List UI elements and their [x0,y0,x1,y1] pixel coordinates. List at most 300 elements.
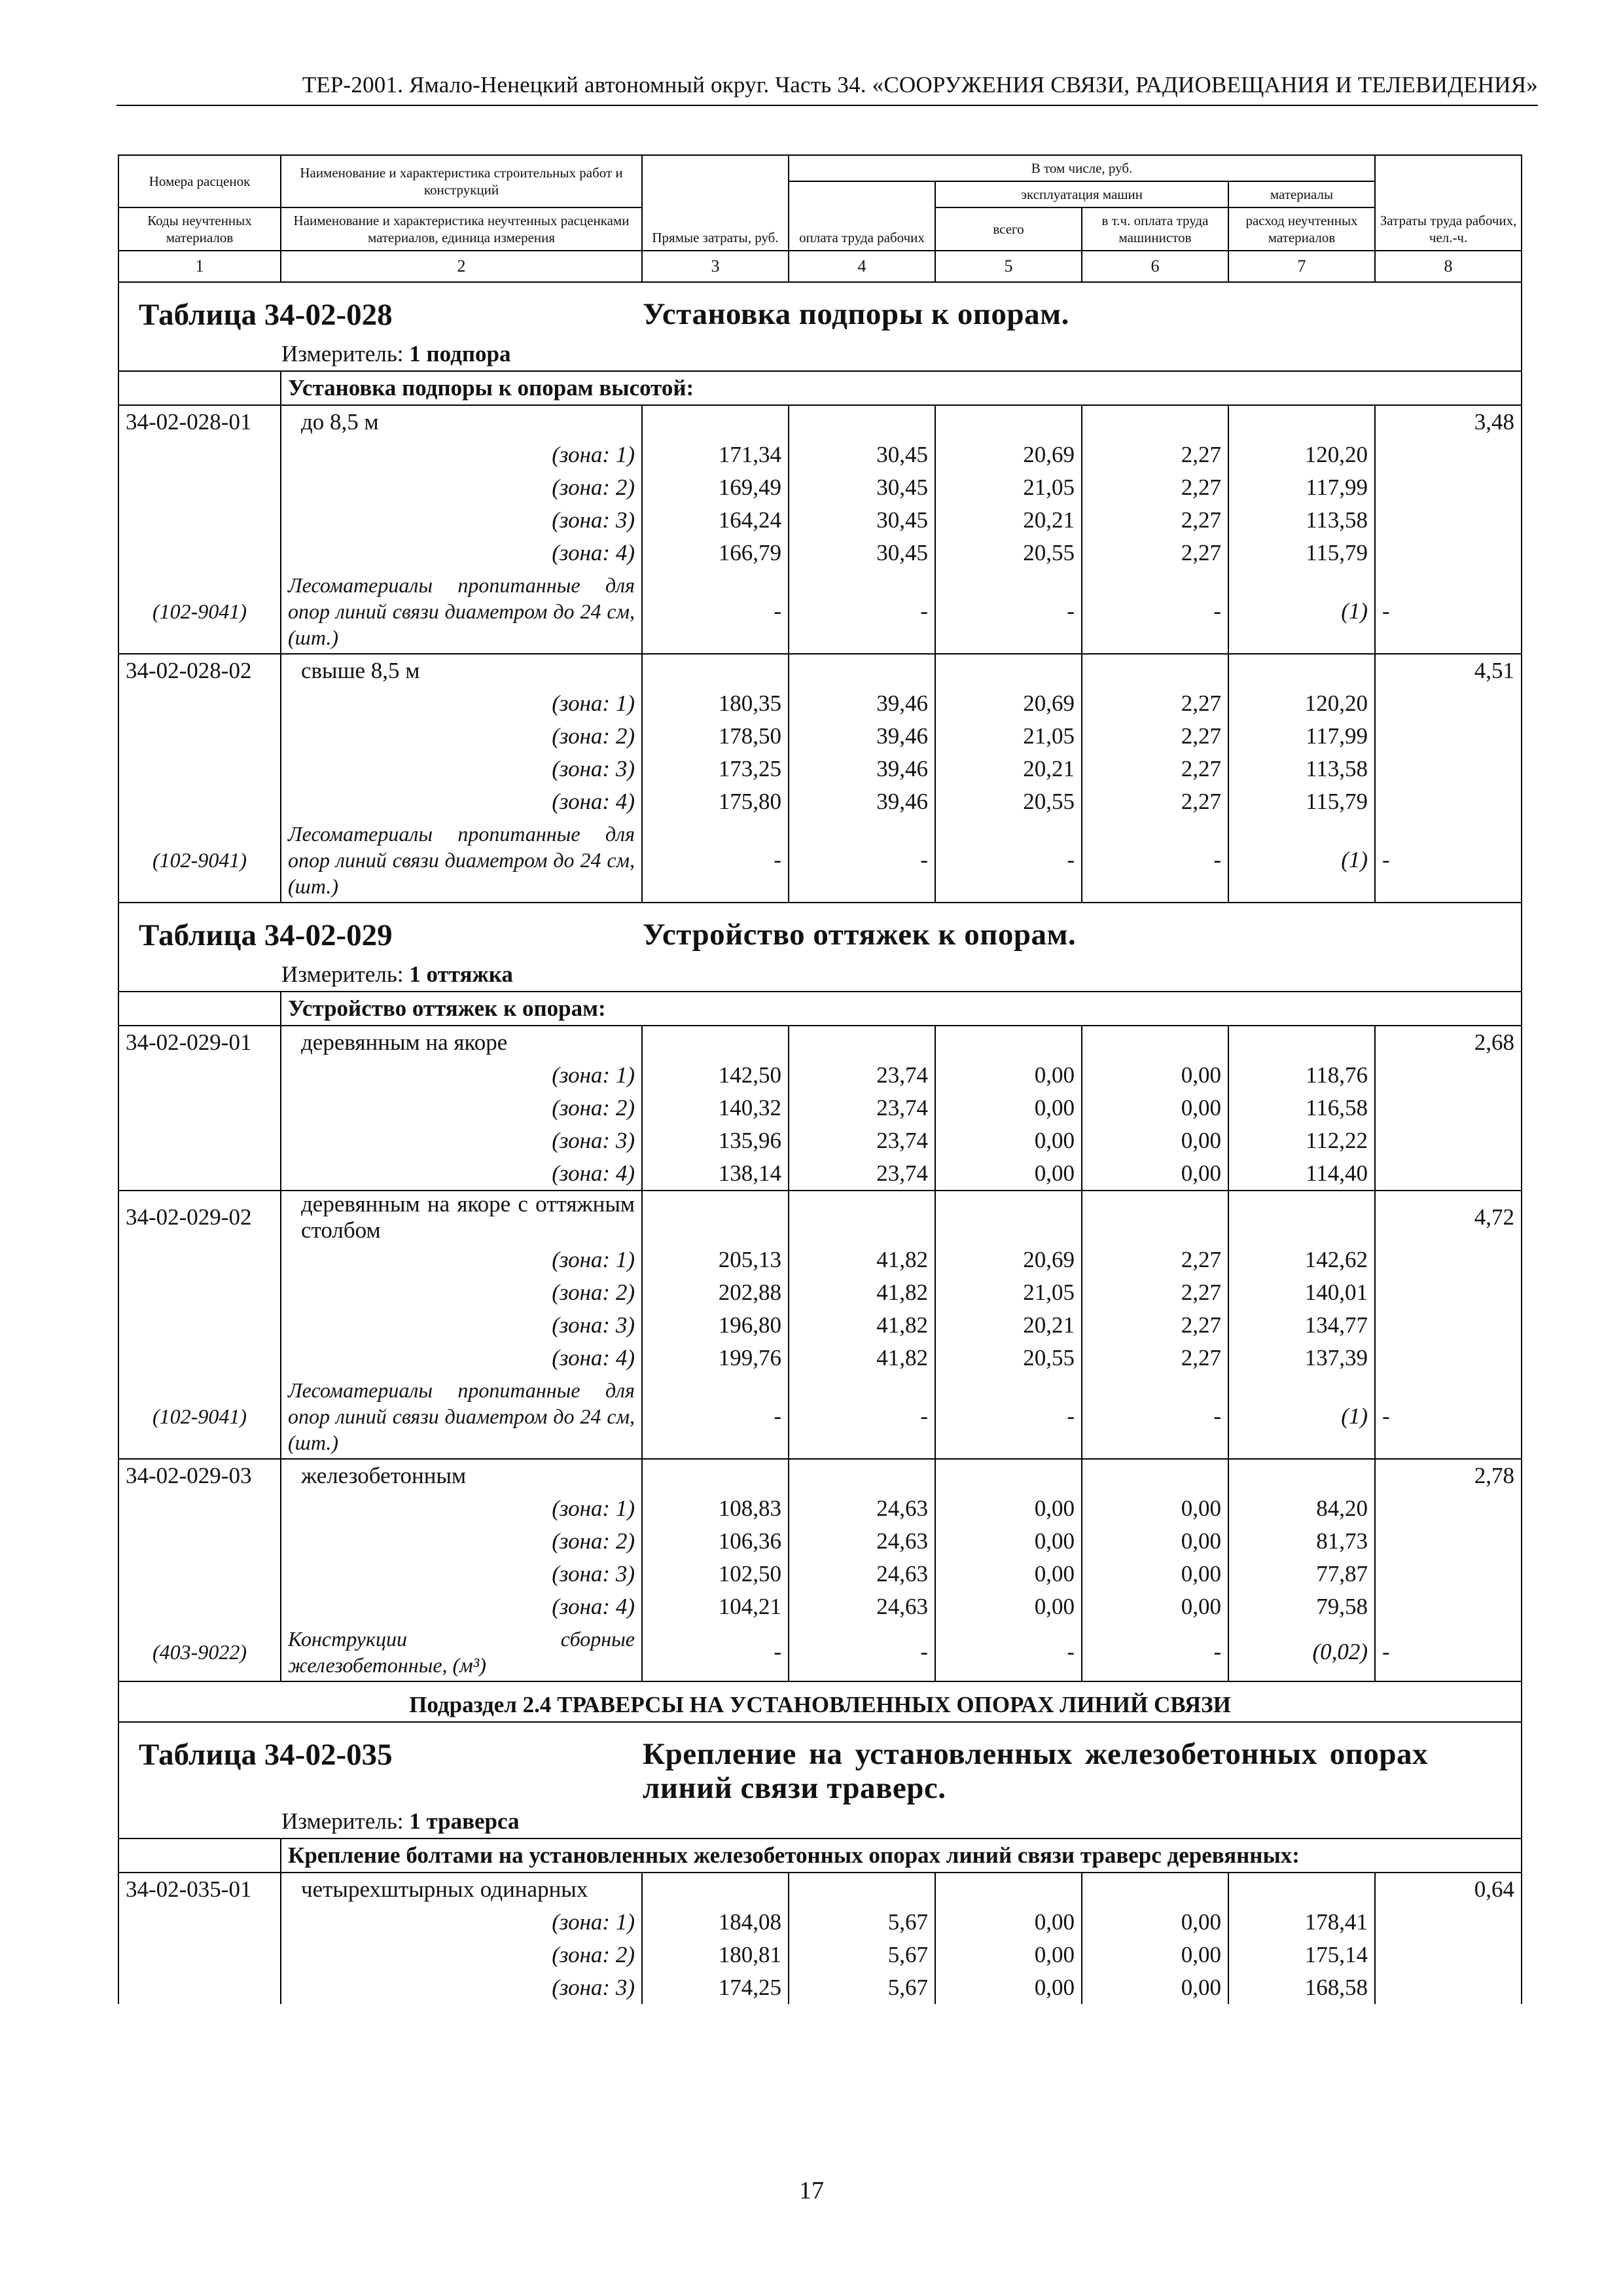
zone-label: (зона: 4) [281,537,642,569]
empty-cell [789,405,935,439]
labor-cost: 2,68 [1375,1026,1522,1059]
empty-cell [1375,1092,1522,1124]
material-cost: 113,58 [1228,504,1375,537]
empty-cell [1375,439,1522,471]
empty-cell [935,1191,1082,1244]
machine-cost: - [935,818,1082,903]
machinist-wage: 2,27 [1082,1276,1228,1309]
empty-cell [118,1059,281,1092]
empty-cell [1375,1342,1522,1374]
wage-cost: 41,82 [789,1276,935,1309]
labor-cost: 0,64 [1375,1873,1522,1906]
material-code: (102-9041) [118,818,281,903]
zone-label: (зона: 4) [281,785,642,818]
material-cost: 120,20 [1228,687,1375,720]
material-cost: 137,39 [1228,1342,1375,1374]
empty-cell [1375,1906,1522,1939]
labor-cost: 4,51 [1375,654,1522,687]
resource-row [118,569,1522,654]
empty-cell [118,1939,281,1971]
material-cost: 178,41 [1228,1906,1375,1939]
machine-cost: 0,00 [935,1492,1082,1525]
rate-name: до 8,5 м [281,405,642,439]
empty-cell [789,1873,935,1906]
material-code: (102-9041) [118,569,281,654]
table-0-title-block [118,282,1522,371]
col-header-machinist-wages: в т.ч. оплата труда машинистов [1082,207,1228,251]
empty-cell [642,1191,789,1244]
col-number: 5 [935,251,1082,282]
zone-label: (зона: 2) [281,1939,642,1971]
machinist-wage: 2,27 [1082,687,1228,720]
empty-cell [1375,1157,1522,1191]
col-header-material-usage: расход неучтенных материалов [1228,207,1375,251]
zone-row [118,1342,1522,1374]
machinist-wage: 0,00 [1082,1525,1228,1558]
table-3-title-row [118,1722,1522,1839]
wage-cost: 39,46 [789,687,935,720]
rate-name: свыше 8,5 м [281,654,642,687]
machinist-wage: 0,00 [1082,1059,1228,1092]
zone-label: (зона: 3) [281,1558,642,1590]
col-number: 6 [1082,251,1228,282]
wage-cost: 23,74 [789,1092,935,1124]
empty-cell [118,992,281,1026]
zone-label: (зона: 3) [281,1309,642,1342]
machinist-wage: 0,00 [1082,1124,1228,1157]
wage-cost: - [789,818,935,903]
empty-cell [1375,753,1522,785]
empty-cell [935,1026,1082,1059]
empty-cell [1375,1244,1522,1276]
zone-label: (зона: 4) [281,1590,642,1623]
empty-cell [642,1459,789,1492]
rate-code: 34-02-035-01 [118,1873,281,1906]
wage-cost: 39,46 [789,720,935,753]
direct-cost: 180,81 [642,1939,789,1971]
direct-cost: - [642,818,789,903]
direct-cost: - [642,1623,789,1681]
zone-row [118,439,1522,471]
material-usage: (0,02) [1228,1623,1375,1681]
material-cost: 175,14 [1228,1939,1375,1971]
table-3-group-row [118,1839,1522,1873]
zone-row [118,1971,1522,2004]
empty-cell [118,1157,281,1191]
zone-row [118,1124,1522,1157]
material-usage: (1) [1228,569,1375,654]
zone-label: (зона: 4) [281,1342,642,1374]
zone-label: (зона: 2) [281,720,642,753]
measure-value: 1 оттяжка [409,961,513,987]
wage-cost: 23,74 [789,1157,935,1191]
direct-cost: 178,50 [642,720,789,753]
wage-cost: 41,82 [789,1244,935,1276]
empty-cell [789,1191,935,1244]
machine-cost: 0,00 [935,1558,1082,1590]
zone-label: (зона: 1) [281,439,642,471]
measure-label: Измеритель: [281,341,404,367]
wage-cost: - [789,569,935,654]
machinist-wage: 2,27 [1082,1342,1228,1374]
direct-cost: 180,35 [642,687,789,720]
machinist-wage: - [1082,569,1228,654]
empty-cell [1375,1124,1522,1157]
machine-cost: 0,00 [935,1906,1082,1939]
zone-row [118,1092,1522,1124]
machinist-wage: - [1082,818,1228,903]
machine-cost: 21,05 [935,471,1082,504]
machine-cost: - [935,1623,1082,1681]
measure-unit [139,1805,1514,1838]
empty-cell [642,1026,789,1059]
measure-unit [139,958,1514,991]
empty-cell [1375,1309,1522,1342]
wage-cost: - [789,1623,935,1681]
machinist-wage: 2,27 [1082,1244,1228,1276]
wage-cost: - [789,1374,935,1459]
direct-cost: 169,49 [642,471,789,504]
table-title: Установка подпоры к опорам. [643,297,1069,331]
empty-cell [1375,1276,1522,1309]
zone-row [118,1244,1522,1276]
empty-cell [935,1459,1082,1492]
direct-cost: - [642,569,789,654]
direct-cost: 184,08 [642,1906,789,1939]
machine-cost: 20,55 [935,1342,1082,1374]
machine-cost: 20,69 [935,687,1082,720]
zone-row [118,1157,1522,1191]
rate-row [118,1026,1522,1059]
wage-cost: 24,63 [789,1590,935,1623]
machinist-wage: 2,27 [1082,785,1228,818]
table-title: Устройство оттяжек к опорам. [643,918,1077,952]
machinist-wage: 0,00 [1082,1939,1228,1971]
direct-cost: 199,76 [642,1342,789,1374]
machinist-wage: 0,00 [1082,1157,1228,1191]
material-cost: 112,22 [1228,1124,1375,1157]
zone-row [118,1906,1522,1939]
empty-cell [1228,1191,1375,1244]
rates-table [118,154,1522,2004]
wage-cost: 24,63 [789,1492,935,1525]
rate-code: 34-02-028-02 [118,654,281,687]
wage-cost: 5,67 [789,1939,935,1971]
empty-cell [118,1244,281,1276]
empty-cell [118,785,281,818]
material-name: Лесоматериалы пропитанные для опор линий связи диаметром до 24 см, (шт.) [281,569,642,654]
empty-cell [1082,1459,1228,1492]
empty-cell [1082,1026,1228,1059]
table-label: Таблица 34-02-029 [139,918,393,952]
empty-cell [118,1342,281,1374]
machinist-wage: 2,27 [1082,753,1228,785]
empty-cell [1375,1525,1522,1558]
col-number: 2 [281,251,642,282]
empty-cell [1228,654,1375,687]
empty-cell [118,1558,281,1590]
zone-label: (зона: 2) [281,471,642,504]
col-number: 4 [789,251,935,282]
rate-row [118,405,1522,439]
material-cost: 77,87 [1228,1558,1375,1590]
direct-cost: - [642,1374,789,1459]
material-code: (403-9022) [118,1623,281,1681]
measure-value: 1 подпора [409,341,511,367]
empty-cell [1082,1873,1228,1906]
zone-label: (зона: 3) [281,1971,642,2004]
empty-cell [1375,1558,1522,1590]
rate-name: деревянным на якоре [281,1026,642,1059]
table-label: Таблица 34-02-028 [139,298,393,332]
material-cost: 134,77 [1228,1309,1375,1342]
empty-cell [118,1839,281,1873]
machinist-wage: 2,27 [1082,471,1228,504]
table-0-title-row [118,282,1522,371]
wage-cost: 39,46 [789,785,935,818]
labor-cost: - [1375,1374,1522,1459]
material-cost: 113,58 [1228,753,1375,785]
material-cost: 116,58 [1228,1092,1375,1124]
material-usage: (1) [1228,1374,1375,1459]
material-code: (102-9041) [118,1374,281,1459]
direct-cost: 135,96 [642,1124,789,1157]
empty-cell [118,1590,281,1623]
material-cost: 120,20 [1228,439,1375,471]
machine-cost: 0,00 [935,1525,1082,1558]
empty-cell [1228,1873,1375,1906]
machinist-wage: 0,00 [1082,1590,1228,1623]
col-number: 7 [1228,251,1375,282]
empty-cell [118,753,281,785]
direct-cost: 108,83 [642,1492,789,1525]
material-cost: 117,99 [1228,471,1375,504]
empty-cell [118,720,281,753]
machinist-wage: - [1082,1374,1228,1459]
col-header-including: В том числе, руб. [789,155,1375,181]
rate-name: железобетонным [281,1459,642,1492]
machine-cost: 20,21 [935,1309,1082,1342]
empty-cell [642,405,789,439]
empty-cell [1375,537,1522,569]
machine-cost: 20,69 [935,1244,1082,1276]
column-numbers-row [118,251,1522,282]
empty-cell [1228,405,1375,439]
empty-cell [1375,471,1522,504]
labor-cost: 2,78 [1375,1459,1522,1492]
group-title: Установка подпоры к опорам высотой: [281,371,1522,405]
rate-row [118,654,1522,687]
empty-cell [1375,1971,1522,2004]
empty-cell [1082,405,1228,439]
wage-cost: 30,45 [789,537,935,569]
col-header-rate-numbers: Номера расценок [118,155,281,207]
machine-cost: 0,00 [935,1059,1082,1092]
zone-row [118,687,1522,720]
measure-label: Измеритель: [281,1808,404,1834]
rate-name: четырехштырных одинарных [281,1873,642,1906]
material-cost: 142,62 [1228,1244,1375,1276]
machinist-wage: 2,27 [1082,720,1228,753]
table-1-title-block [118,903,1522,992]
rate-code: 34-02-029-01 [118,1026,281,1059]
empty-cell [1228,1459,1375,1492]
machinist-wage: - [1082,1623,1228,1681]
direct-cost: 164,24 [642,504,789,537]
empty-cell [642,1873,789,1906]
col-header-direct-costs: Прямые затраты, руб. [642,155,789,251]
wage-cost: 23,74 [789,1124,935,1157]
direct-cost: 166,79 [642,537,789,569]
table-3-title-block [118,1722,1522,1839]
machinist-wage: 0,00 [1082,1558,1228,1590]
table-title: Крепление на установленных железобетонных опорах линий связи траверс. [643,1737,1428,1805]
wage-cost: 5,67 [789,1906,935,1939]
wage-cost: 23,74 [789,1059,935,1092]
wage-cost: 24,63 [789,1525,935,1558]
zone-label: (зона: 2) [281,1092,642,1124]
direct-cost: 205,13 [642,1244,789,1276]
col-header-labor: Затраты труда рабочих, чел.-ч. [1375,155,1522,251]
wage-cost: 30,45 [789,439,935,471]
resource-row [118,1623,1522,1681]
empty-cell [118,1525,281,1558]
zone-row [118,1558,1522,1590]
zone-row [118,785,1522,818]
material-cost: 168,58 [1228,1971,1375,2004]
zone-label: (зона: 1) [281,1059,642,1092]
machinist-wage: 2,27 [1082,504,1228,537]
material-cost: 114,40 [1228,1157,1375,1191]
zone-label: (зона: 1) [281,1906,642,1939]
material-cost: 81,73 [1228,1525,1375,1558]
zone-row [118,1492,1522,1525]
material-name: Конструкции сборные железобетонные, (м³) [281,1623,642,1681]
material-cost: 140,01 [1228,1276,1375,1309]
machinist-wage: 2,27 [1082,439,1228,471]
zone-row [118,1309,1522,1342]
empty-cell [1375,504,1522,537]
empty-cell [789,654,935,687]
empty-cell [1082,654,1228,687]
labor-cost: - [1375,569,1522,654]
zone-label: (зона: 2) [281,1525,642,1558]
header-row-1 [118,155,1522,181]
zone-label: (зона: 2) [281,1276,642,1309]
empty-cell [118,1092,281,1124]
rate-row [118,1191,1522,1244]
material-name: Лесоматериалы пропитанные для опор линий связи диаметром до 24 см, (шт.) [281,818,642,903]
empty-cell [118,687,281,720]
labor-cost: - [1375,818,1522,903]
col-header-material-names: Наименование и характеристика неучтенных расценками материалов, единица измерения [281,207,642,251]
header-rule [116,105,1538,106]
wage-cost: 41,82 [789,1309,935,1342]
wage-cost: 41,82 [789,1342,935,1374]
subsection-row [118,1681,1522,1722]
rate-code: 34-02-029-03 [118,1459,281,1492]
zone-row [118,1276,1522,1309]
machine-cost: - [935,1374,1082,1459]
machine-cost: 20,55 [935,785,1082,818]
col-header-work-name: Наименование и характеристика строительных работ и конструкций [281,155,642,207]
group-title: Крепление болтами на установленных железобетонных опорах линий связи траверс деревянных: [281,1839,1522,1873]
machine-cost: 0,00 [935,1939,1082,1971]
col-header-wages: оплата труда рабочих [789,181,935,251]
material-cost: 79,58 [1228,1590,1375,1623]
empty-cell [118,471,281,504]
machine-cost: 21,05 [935,720,1082,753]
direct-cost: 106,36 [642,1525,789,1558]
rate-name: деревянным на якоре с оттяжным столбом [281,1191,642,1244]
direct-cost: 171,34 [642,439,789,471]
empty-cell [118,504,281,537]
material-name: Лесоматериалы пропитанные для опор линий связи диаметром до 24 см, (шт.) [281,1374,642,1459]
machine-cost: 0,00 [935,1124,1082,1157]
table-1-group-row [118,992,1522,1026]
machinist-wage: 0,00 [1082,1971,1228,2004]
material-cost: 115,79 [1228,537,1375,569]
resource-row [118,1374,1522,1459]
zone-label: (зона: 1) [281,687,642,720]
col-number: 8 [1375,251,1522,282]
zone-label: (зона: 1) [281,1244,642,1276]
zone-label: (зона: 3) [281,1124,642,1157]
empty-cell [118,371,281,405]
machine-cost: 20,69 [935,439,1082,471]
empty-cell [1375,720,1522,753]
empty-cell [935,654,1082,687]
running-header: ТЕР-2001. Ямало-Ненецкий автономный округ. Часть 34. «СООРУЖЕНИЯ СВЯЗИ, РАДИОВЕЩАНИЯ И ТЕЛЕВИДЕНИЯ» [302,72,1538,98]
zone-row [118,504,1522,537]
machine-cost: 20,55 [935,537,1082,569]
wage-cost: 5,67 [789,1971,935,2004]
machine-cost: 0,00 [935,1590,1082,1623]
direct-cost: 175,80 [642,785,789,818]
empty-cell [935,1873,1082,1906]
rate-row [118,1459,1522,1492]
empty-cell [118,439,281,471]
empty-cell [118,1124,281,1157]
machinist-wage: 0,00 [1082,1906,1228,1939]
zone-row [118,1590,1522,1623]
table-0-group-row [118,371,1522,405]
machine-cost: 0,00 [935,1092,1082,1124]
material-cost: 118,76 [1228,1059,1375,1092]
labor-cost: - [1375,1623,1522,1681]
group-title: Устройство оттяжек к опорам: [281,992,1522,1026]
empty-cell [789,1459,935,1492]
machine-cost: 20,21 [935,504,1082,537]
direct-cost: 202,88 [642,1276,789,1309]
measure-unit [139,338,1514,370]
measure-value: 1 траверса [409,1808,520,1834]
wage-cost: 24,63 [789,1558,935,1590]
zone-row [118,1525,1522,1558]
col-number: 3 [642,251,789,282]
subsection-heading: Подраздел 2.4 ТРАВЕРСЫ НА УСТАНОВЛЕННЫХ ОПОРАХ ЛИНИЙ СВЯЗИ [118,1681,1522,1722]
empty-cell [118,1309,281,1342]
machine-cost: 20,21 [935,753,1082,785]
rate-row [118,1873,1522,1906]
col-header-materials: материалы [1228,181,1375,207]
material-cost: 115,79 [1228,785,1375,818]
empty-cell [118,1276,281,1309]
empty-cell [1082,1191,1228,1244]
machine-cost: 0,00 [935,1157,1082,1191]
machinist-wage: 2,27 [1082,537,1228,569]
col-header-machines: эксплуатация машин [935,181,1228,207]
